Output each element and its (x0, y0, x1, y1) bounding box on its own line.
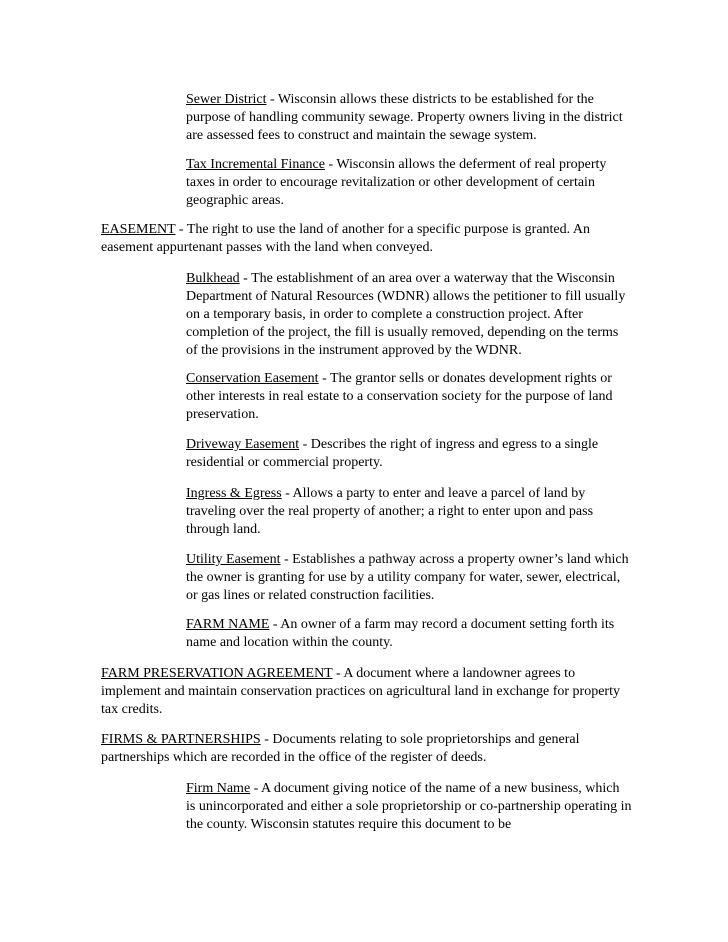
definition-tax-incremental-finance: - Wisconsin allows the deferment of real property taxes in order to encourage revitalization or other development of certain geographic areas. (186, 157, 607, 208)
definition-bulkhead: - The establishment of an area over a waterway that the Wisconsin Department of Natural Resources (WDNR) allows the petitioner to fill usually on a temporary basis, in order to complete a construction project. After completion of the project, the fill is usually removed, depending on the terms of the provisions in the instrument approved by the WDNR. (186, 271, 626, 358)
definition-utility-easement: - Establishes a pathway across a property owner’s land which the owner is granting for use by a utility company for water, sewer, electrical, or gas lines or related construction facilities. (186, 552, 629, 603)
entry-farm-name (186, 616, 632, 652)
definition-firm-name: - A document giving notice of the name of a new business, which is unincorporated and either a sole proprietorship or co-partnership operating in the county. Wisconsin statutes require this document to be (186, 781, 632, 832)
term-ingress-egress: Ingress & Egress (186, 486, 282, 501)
definition-conservation-easement: - The grantor sells or donates development rights or other interests in real estate to a conservation society for the purpose of land preservation. (186, 371, 613, 422)
entry-ingress-egress (186, 485, 632, 539)
entry-easement (101, 221, 631, 257)
term-conservation-easement: Conservation Easement (186, 371, 319, 386)
definition-driveway-easement: - Describes the right of ingress and egress to a single residential or commercial property. (186, 437, 599, 470)
term-firm-name: Firm Name (186, 781, 251, 796)
term-farm-preservation-agreement: FARM PRESERVATION AGREEMENT (101, 666, 333, 681)
term-farm-name: FARM NAME (186, 617, 270, 632)
entry-driveway-easement (186, 436, 632, 472)
term-utility-easement: Utility Easement (186, 552, 281, 567)
entry-bulkhead (186, 270, 632, 360)
entry-firms-partnerships (101, 731, 631, 767)
term-sewer-district: Sewer District (186, 92, 267, 107)
entry-utility-easement (186, 551, 632, 605)
entry-firm-name (186, 780, 632, 834)
definition-sewer-district: - Wisconsin allows these districts to be established for the purpose of handling community sewage. Property owners living in the district are assessed fees to construct and maintain the sewage system. (186, 92, 623, 143)
entry-sewer-district (186, 91, 632, 145)
entry-farm-preservation-agreement (101, 665, 631, 719)
definition-farm-preservation-agreement: - A document where a landowner agrees to implement and maintain conservation practices on agricultural land in exchange for property tax credits. (101, 666, 620, 717)
definition-farm-name: - An owner of a farm may record a document setting forth its name and location within the county. (186, 617, 615, 650)
definition-easement: - The right to use the land of another for a specific purpose is granted. An easement appurtenant passes with the land when conveyed. (101, 222, 590, 255)
term-bulkhead: Bulkhead (186, 271, 240, 286)
entry-conservation-easement (186, 370, 632, 424)
definition-ingress-egress: - Allows a party to enter and leave a parcel of land by traveling over the real property of another; a right to enter upon and pass through land. (186, 486, 594, 537)
term-firms-partnerships: FIRMS & PARTNERSHIPS (101, 732, 261, 747)
term-easement: EASEMENT (101, 222, 176, 237)
term-driveway-easement: Driveway Easement (186, 437, 300, 452)
entry-tax-incremental-finance (186, 156, 632, 210)
definition-firms-partnerships: - Documents relating to sole proprietorships and general partnerships which are recorded in the office of the register of deeds. (101, 732, 580, 765)
term-tax-incremental-finance: Tax Incremental Finance (186, 157, 325, 172)
